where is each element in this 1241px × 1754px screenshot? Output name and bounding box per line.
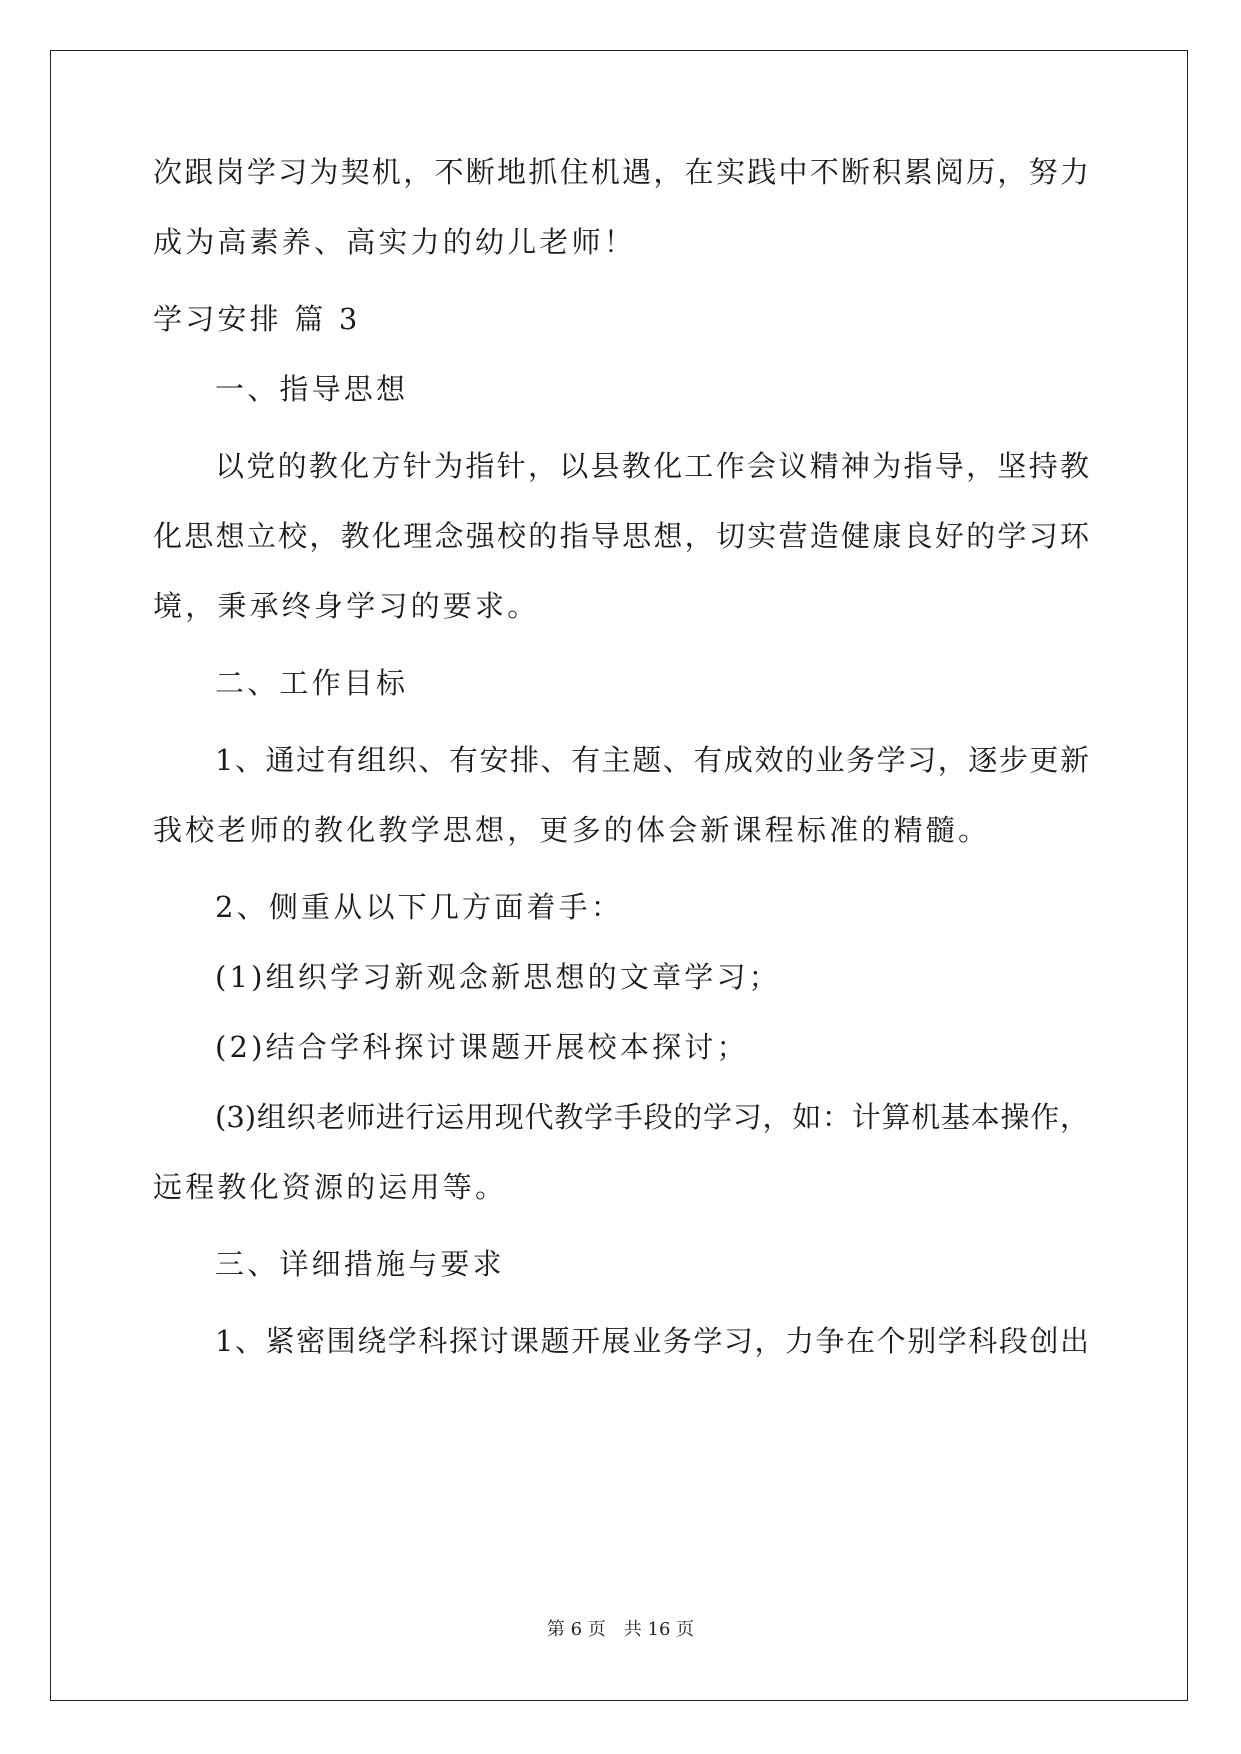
list-intro: 2、侧重从以下几方面着手： (215, 890, 624, 924)
page-number: 第 6 页 (546, 1619, 606, 1640)
heading-guiding-ideology: 一、指导思想 (215, 372, 409, 406)
list-item: (1)组织学习新观念新思想的文章学习； (215, 960, 781, 994)
paragraph-line: 成为高素养、高实力的幼儿老师！ (153, 225, 637, 259)
page-total: 共 16 页 (623, 1619, 695, 1640)
paragraph-line: 境，秉承终身学习的要求。 (153, 589, 540, 623)
paragraph-line: 次跟岗学习为契机，不断地抓住机遇，在实践中不断积累阅历，努力 (153, 155, 1089, 189)
paragraph-line: 1、通过有组织、有安排、有主题、有成效的业务学习，逐步更新 (215, 743, 1089, 777)
paragraph-line: 远程教化资源的运用等。 (153, 1170, 508, 1204)
heading-measures: 三、详细措施与要求 (215, 1247, 505, 1281)
heading-work-goals: 二、工作目标 (215, 666, 409, 700)
section-title: 学习安排 篇 3 (153, 302, 361, 336)
page-footer (0, 1618, 1241, 1642)
paragraph-line: 化思想立校，教化理念强校的指导思想，切实营造健康良好的学习环 (153, 519, 1089, 553)
list-item: (3)组织老师进行运用现代教学手段的学习，如：计算机基本操作， (215, 1100, 1089, 1134)
paragraph-line: 以党的教化方针为指针，以县教化工作会议精神为指导，坚持教 (215, 449, 1089, 483)
page-border (50, 50, 1188, 1701)
paragraph-line: 1、紧密围绕学科探讨课题开展业务学习，力争在个别学科段创出 (215, 1324, 1089, 1358)
paragraph-line: 我校老师的教化教学思想，更多的体会新课程标准的精髓。 (153, 813, 991, 847)
list-item: (2)结合学科探讨课题开展校本探讨； (215, 1030, 749, 1064)
